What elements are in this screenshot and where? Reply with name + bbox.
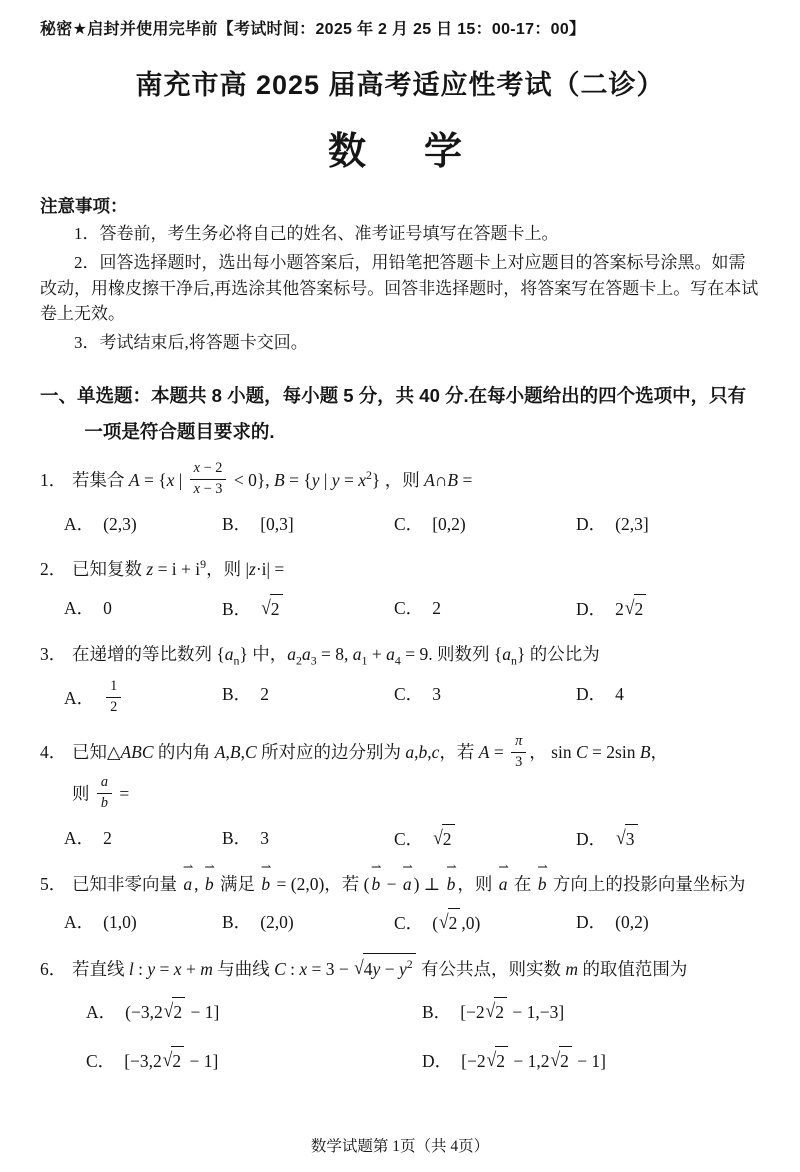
- option-text: (√2 ,0): [432, 913, 480, 933]
- question-6-option-a: [86, 997, 422, 1026]
- question-1-option-b: [222, 510, 394, 538]
- option-label: B．: [222, 912, 252, 933]
- option-text: 2: [260, 684, 269, 705]
- question-5-option-b: [222, 908, 394, 937]
- question-4-option-a: [64, 824, 222, 853]
- option-text: (−3,2√2 − 1]: [125, 1002, 219, 1022]
- question-5-number: 5．: [40, 873, 67, 894]
- option-text: (2,0): [260, 912, 294, 933]
- option-text: √3: [615, 829, 638, 849]
- question-1-option-c: [394, 510, 576, 538]
- option-label: A．: [64, 827, 95, 848]
- option-label: D．: [576, 598, 607, 619]
- option-text: 2: [432, 597, 441, 618]
- section-1-heading: 一、单选题：本题共 8 小题，每小题 5 分，共 40 分.在每小题给出的四个选项中，只有一项是符合题目要求的.: [40, 385, 747, 443]
- question-5-stem: [40, 860, 760, 900]
- question-2-option-a: [64, 594, 222, 623]
- question-4-option-c: [394, 824, 576, 853]
- question-4-text: 已知△ABC 的内角 A,B,C 所对应的边分别为 a,b,c，若 A = $\frac{\pi}{3}$ ， sin C = 2sin B，: [72, 732, 669, 770]
- question-6: [40, 953, 760, 1075]
- subject-title: 数 学: [327, 131, 472, 173]
- option-label: B．: [422, 1001, 452, 1022]
- question-2-option-d: [576, 594, 760, 623]
- question-5-option-d: [576, 908, 760, 937]
- question-2: [40, 554, 760, 623]
- question-3-stem: [40, 639, 760, 671]
- exam-title: 南充市高 2025 届高考适应性考试（二诊）: [135, 70, 665, 100]
- page-footer: 数学试题第 1页（共 4页）: [310, 1138, 490, 1155]
- question-6-option-d: [422, 1046, 760, 1075]
- notice-heading: 注意事项：: [40, 196, 128, 216]
- question-2-option-c: [394, 594, 576, 623]
- question-3-number: 3．: [40, 643, 67, 664]
- option-label: D．: [422, 1050, 453, 1071]
- question-2-stem: [40, 554, 760, 585]
- option-text: [−3,2√2 − 1]: [124, 1051, 218, 1071]
- question-2-text: 已知复数 $z = i + i^9$，则 |z·i| =: [72, 557, 285, 580]
- notice-item-1: 1．答卷前，考生务必将自己的姓名、准考证号填写在答题卡上。: [74, 224, 559, 243]
- question-4-number: 4．: [40, 742, 67, 763]
- question-3-option-d: [576, 680, 760, 719]
- question-3: [40, 639, 760, 719]
- question-5-option-c: [394, 908, 576, 937]
- question-1-stem: [40, 462, 760, 501]
- option-text: 3: [432, 684, 441, 705]
- option-label: B．: [222, 684, 252, 705]
- question-list: [40, 462, 760, 1075]
- option-label: D．: [576, 912, 607, 933]
- option-text: [0,2): [432, 514, 466, 535]
- security-line: 秘密★启封并使用完毕前【考试时间：2025 年 2 月 25 日 15：00-17：00】: [40, 21, 586, 38]
- option-label: C．: [394, 514, 424, 535]
- option-text: 4: [615, 684, 624, 705]
- question-3-text: 在递增的等比数列 $\{a_n\}$ 中，$a_2a_3 = 8$, $a_1 + a_4 = 9$. 则数列 $\{a_n\}$ 的公比为: [72, 643, 600, 668]
- option-text: (0,2): [615, 912, 649, 933]
- option-label: B．: [222, 514, 252, 535]
- question-5-options: [40, 908, 760, 937]
- option-label: A．: [64, 514, 95, 535]
- question-4-option-d: [576, 824, 760, 853]
- notice-item-3: 3．考试结束后,将答题卡交回。: [74, 333, 308, 353]
- question-4: [40, 732, 760, 853]
- option-text: [−2√2 − 1,−3]: [460, 1002, 564, 1022]
- question-3-option-b: [222, 680, 394, 719]
- question-2-options: [40, 594, 760, 623]
- question-5-text: 已知非零向量 ⇀ a , ⇀ b 满足 ⇀ b = (2,0)，若 ( ⇀ b − ⇀ a ) ⊥ ⇀ b ，则 ⇀ a 在 ⇀ b 方向上的投影向量坐标为: [72, 860, 746, 894]
- option-label: C．: [86, 1050, 116, 1071]
- option-label: C．: [394, 597, 424, 618]
- option-label: A．: [86, 1001, 117, 1022]
- option-text: 3: [260, 827, 269, 848]
- question-1-option-d: [576, 510, 760, 538]
- option-label: B．: [222, 827, 252, 848]
- option-label: C．: [394, 828, 424, 849]
- notice-section: [40, 193, 760, 356]
- question-2-number: 2．: [40, 559, 67, 580]
- question-6-stem: [40, 953, 760, 985]
- notice-item-2: 2．回答选择题时，选出每小题答案后，用铅笔把答题卡上对应题目的答案标号涂黑。如需改动，用橡皮擦干净后,再选涂其他答案标号。回答非选择题时，将答案写在答题卡上。写在本试卷上无效。: [40, 252, 759, 324]
- option-label: A．: [64, 912, 95, 933]
- question-3-options: [40, 680, 760, 719]
- question-6-option-b: [422, 997, 760, 1026]
- option-text: $\frac{1}{2}$: [103, 688, 124, 708]
- option-text: [−2√2 − 1,2√2 − 1]: [461, 1051, 606, 1071]
- option-label: B．: [222, 598, 252, 619]
- question-6-text: 若直线 l : y = x + m 与曲线 C : $x = 3 - √4y - y^2$ 有公共点，则实数 m 的取值范围为: [72, 959, 687, 979]
- question-5: [40, 860, 760, 938]
- option-text: 2√2: [615, 599, 647, 619]
- question-6-option-c: [86, 1046, 422, 1075]
- option-text: (1,0): [103, 912, 137, 933]
- question-1-text: 若集合 A = {x | $\frac{x - 2}{x - 3}$ < 0}, B = {y | $y = x^2$} ，则 A∩B =: [72, 460, 473, 498]
- option-text: √2: [432, 829, 455, 849]
- option-label: A．: [64, 597, 95, 618]
- question-1-number: 1．: [40, 469, 67, 490]
- option-text: (2,3]: [615, 514, 649, 535]
- question-4-stem-line2: 则 $\frac{a}{b}$ =: [72, 773, 130, 811]
- option-label: C．: [394, 684, 424, 705]
- question-3-option-c: [394, 680, 576, 719]
- option-label: D．: [576, 684, 607, 705]
- option-text: √2: [260, 599, 283, 619]
- option-text: 2: [103, 827, 112, 848]
- question-1: [40, 462, 760, 538]
- question-2-option-b: [222, 594, 394, 623]
- option-label: A．: [64, 687, 95, 708]
- option-text: (2,3): [103, 514, 137, 535]
- question-4-options: [40, 824, 760, 853]
- question-1-option-a: [64, 510, 222, 538]
- question-6-options: [40, 997, 760, 1075]
- question-4-option-b: [222, 824, 394, 853]
- question-3-option-a: [64, 680, 222, 719]
- question-4-stem: [40, 732, 760, 774]
- option-text: [0,3]: [260, 514, 294, 535]
- option-label: D．: [576, 514, 607, 535]
- question-1-options: [40, 510, 760, 538]
- option-label: C．: [394, 913, 424, 934]
- question-5-option-a: [64, 908, 222, 937]
- option-label: D．: [576, 828, 607, 849]
- option-text: 0: [103, 597, 112, 618]
- question-6-number: 6．: [40, 959, 67, 980]
